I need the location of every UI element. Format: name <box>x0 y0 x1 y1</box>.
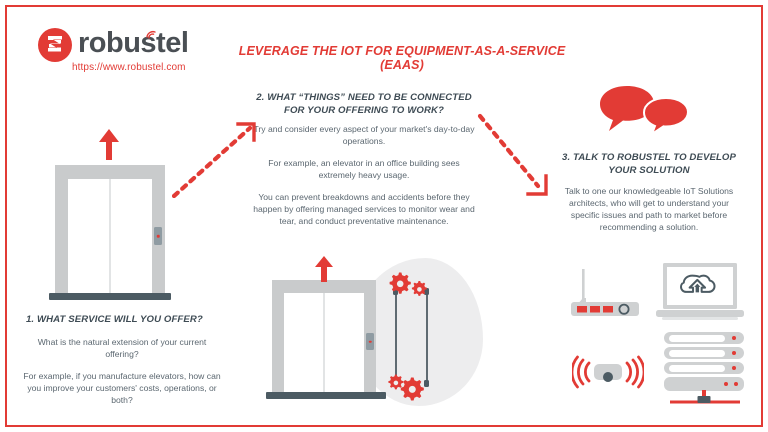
elevator-call-panel[interactable] <box>154 227 162 245</box>
paragraph: For example, if you manufacture elevators, how can you improve your customers' costs, operations, or both? <box>23 371 221 405</box>
elevator-door-split <box>323 293 325 392</box>
elevator-floor <box>266 392 386 399</box>
wireless-sensor-icon <box>572 348 644 396</box>
server-unit <box>664 332 744 344</box>
server-led <box>734 382 738 386</box>
server-bay <box>669 335 725 342</box>
laptop-cloud-upload-icon <box>654 262 746 324</box>
server-bay <box>669 350 725 357</box>
paragraph: You can prevent breakdowns and accidents before they happen by offering managed services to monitor wear and tear, and conduct preventative maintenance. <box>253 192 475 226</box>
server-led <box>732 366 736 370</box>
elevator-floor <box>49 293 171 300</box>
server-unit-base <box>664 377 744 391</box>
section-body-service-offer <box>22 336 222 406</box>
elevator-icon <box>55 165 165 305</box>
paragraph: For example, an elevator in an office building sees extremely heavy usage. <box>268 158 460 180</box>
elevator-call-panel[interactable] <box>366 333 374 350</box>
wifi-accent-icon <box>146 30 157 41</box>
server-led <box>724 382 728 386</box>
section-heading-talk-to-robustel: 3. TALK TO ROBUSTEL TO DEVELOP YOUR SOLUTION <box>562 152 736 176</box>
elevator-with-gears-icon <box>272 280 376 408</box>
robustel-circle-logo-icon <box>38 28 72 62</box>
gear-icon <box>386 374 434 404</box>
router-icon <box>566 268 644 323</box>
elevator-call-button-led <box>157 235 160 238</box>
section-heading-things-connected: 2. WHAT “THINGS” NEED TO BE CONNECTED FOR YOUR OFFERING TO WORK? <box>256 92 472 116</box>
elevator-doors <box>284 293 364 392</box>
page-title: LEVERAGE THE IOT FOR EQUIPMENT-AS-A-SERVICE (EAAS) <box>238 44 566 72</box>
paragraph: Try and consider every aspect of your market's day-to-day operations. <box>253 124 475 146</box>
server-led <box>732 336 736 340</box>
elevator-doors <box>68 179 152 293</box>
brand-logo <box>38 28 218 76</box>
speech-bubbles-icon <box>598 84 694 134</box>
elevator-cable <box>395 292 397 384</box>
server-unit <box>664 347 744 359</box>
dashed-arrow-down-right-icon <box>476 112 562 198</box>
paragraph: Talk to one our knowledgeable IoT Solutions architects, who will get to understand your specific issues and path to market before recommending a solution. <box>564 186 734 232</box>
elevator-door-split <box>109 179 111 293</box>
elevator-cable <box>426 292 428 384</box>
dashed-arrow-up-right-icon <box>172 118 264 198</box>
section-body-things-connected <box>250 123 478 227</box>
paragraph: What is the natural extension of your current offering? <box>37 337 207 359</box>
elevator-call-button-led <box>369 340 372 343</box>
up-arrow-icon <box>313 255 335 283</box>
brand-wordmark: robustel <box>78 27 189 59</box>
server-bay <box>669 365 725 372</box>
server-led <box>732 351 736 355</box>
network-connection-icon <box>670 390 740 406</box>
section-body-talk-to-robustel <box>556 185 742 233</box>
brand-url[interactable]: https://www.robustel.com <box>72 62 186 73</box>
server-rack-icon <box>664 332 744 404</box>
up-arrow-icon <box>96 128 122 161</box>
section-heading-service-offer: 1. WHAT SERVICE WILL YOU OFFER? <box>26 314 203 325</box>
server-unit <box>664 362 744 374</box>
gear-icon <box>386 272 430 298</box>
